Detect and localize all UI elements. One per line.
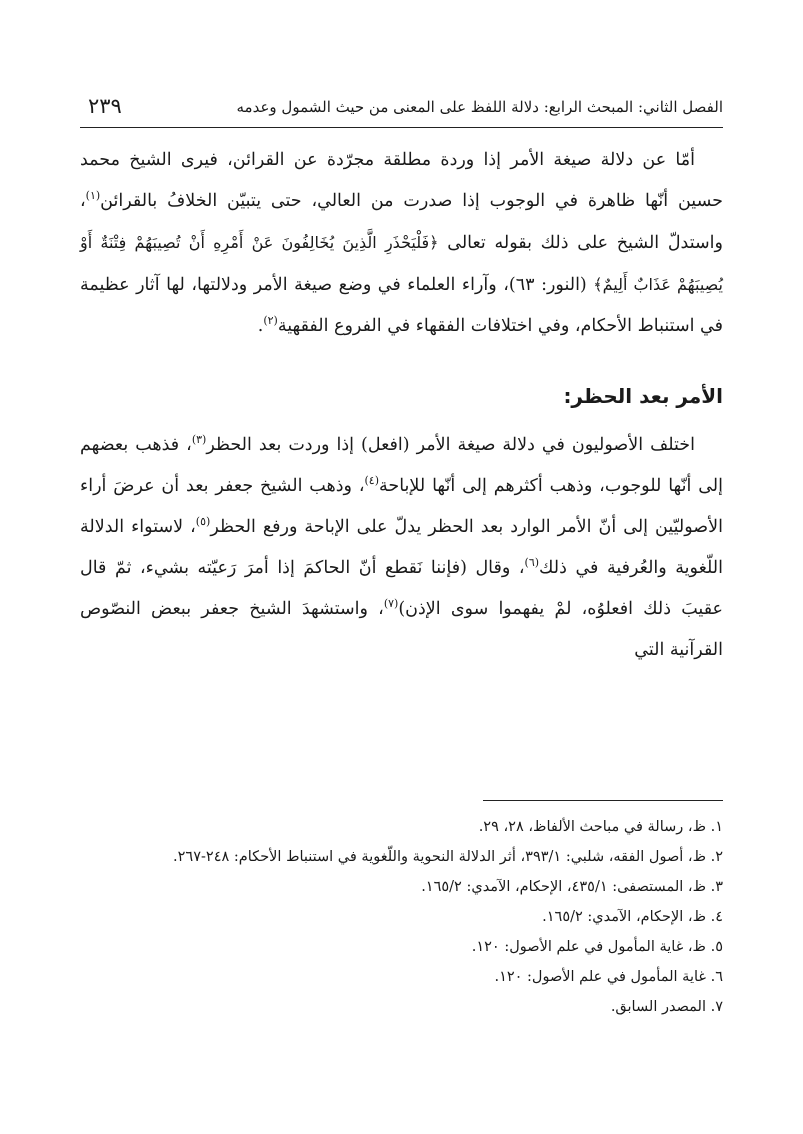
footnote-item: ٢. ظ، أصول الفقه، شلبي: ٣٩٣/١، أثر الدلالة النحوية واللّغوية في استنباط الأحكام: ٢٤٨-٢٦٧.	[173, 849, 723, 865]
paragraph-2-part-c: ، وذهب الشيخ جعفر بعد أن عرضَ أراء الأصوليّين إلى أنّ الأمر الوارد بعد الحظر يدلّ على الإباحة ورفع الحظر	[80, 476, 723, 537]
paragraph-1-end: .	[257, 316, 264, 336]
paragraph-2-part-f: ، واستشهدَ الشيخ جعفر ببعض النصّوص القرآنية التي	[80, 599, 723, 660]
footnote-rule	[483, 800, 723, 801]
quran-verse: ﴿فَلْيَحْذَرِ الَّذِينَ يُخَالِفُونَ عَنْ أَمْرِهِ أَنْ تُصِيبَهُمْ فِتْنَةٌ أَوْ يُصِيبَهُمْ عَذَابٌ أَلِيمٌ﴾	[80, 233, 723, 294]
footnote-item: ٧. المصدر السابق.	[610, 999, 723, 1015]
section-heading: الأمر بعد الحظر:	[563, 384, 723, 408]
footnote-ref-1: (١)	[85, 189, 101, 203]
footnote-ref-2: (٢)	[263, 314, 278, 328]
footnote-ref-7: (٧)	[383, 597, 399, 611]
paragraph-1-part-b: ، واستدلّ الشيخ على ذلك بقوله تعالى	[80, 191, 723, 253]
header-rule	[80, 127, 723, 128]
footnote-ref-4: (٤)	[364, 474, 380, 488]
main-text	[80, 140, 723, 671]
page-header	[80, 92, 723, 126]
footnote-item: ٣. ظ، المستصفى: ٤٣٥/١، الإحكام، الآمدي: ١٦٥/٢.	[421, 879, 723, 895]
paragraph-1	[80, 140, 723, 347]
running-head: الفصل الثاني: المبحث الرابع: دلالة اللفظ على المعنى من حيث الشمول وعدمه	[236, 98, 723, 116]
footnote-ref-6: (٦)	[524, 556, 540, 570]
book-page	[80, 0, 723, 1134]
footnotes-list	[80, 812, 723, 1022]
paragraph-2-part-e: ، وقال (فإننا نَقطع أنّ الحاكمَ إذا أمرَ رَعيّته بشيء، ثمّ قال عقيبَ ذلك افعلوُه، لمْ يفهموا سوى الإذن)	[80, 558, 723, 619]
paragraph-2	[80, 425, 723, 671]
footnote-ref-3: (٣)	[191, 433, 207, 447]
paragraph-1-part-a: أمّا عن دلالة صيغة الأمر إذا وردة مطلقة مجرّدة عن القرائن، فيرى الشيخ محمد حسين أنّها ظاهرة في الوجوب إذا صدرت من العالي، حتى يتبيّن الخلافُ بالقرائن	[80, 150, 723, 211]
footnote-item: ٦. غاية المأمول في علم الأصول: ١٢٠.	[494, 969, 723, 985]
paragraph-2-part-d: ، لاستواء الدلالة اللّغوية والعُرفية في ذلك	[80, 517, 723, 578]
footnote-item: ٥. ظ، غاية المأمول في علم الأصول: ١٢٠.	[471, 939, 723, 955]
footnote-item: ١. ظ، رسالة في مباحث الألفاظ، ٢٨، ٢٩.	[478, 819, 723, 835]
paragraph-1-part-c: (النور: ٦٣)، وآراء العلماء في وضع صيغة الأمر ودلالتها، لها آثار عظيمة في استنباط الأحكام، وفي اختلافات الفقهاء في الفروع الفقهية	[80, 275, 723, 336]
footnote-item: ٤. ظ، الإحكام، الآمدي: ١٦٥/٢.	[542, 909, 723, 925]
paragraph-2-part-b: ، فذهب بعضهم إلى أنّها للوجوب، وذهب أكثرهم إلى أنّها للإباحة	[80, 435, 723, 496]
page-number: ٢٣٩	[88, 94, 122, 118]
paragraph-2-part-a: اختلف الأصوليون في دلالة صيغة الأمر (افعل) إذا وردت بعد الحظر	[206, 435, 695, 455]
footnote-ref-5: (٥)	[195, 515, 211, 529]
